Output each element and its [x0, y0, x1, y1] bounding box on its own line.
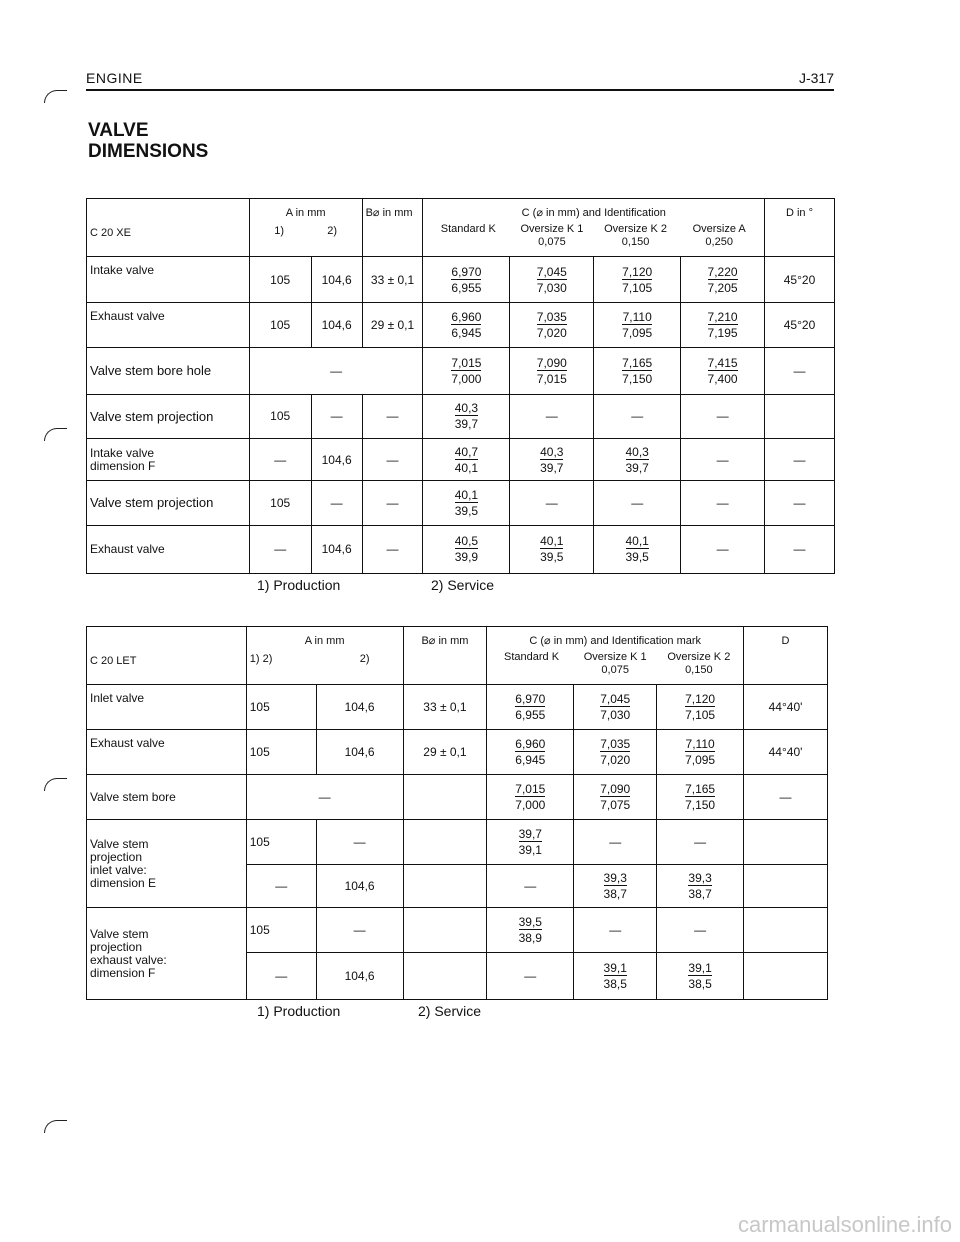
table-row: Valve stem bore hole — 7,015 7,000 7,090 7,015 7,165 7,150 7,415 7,400 —: [87, 348, 835, 394]
row-label: Exhaust valve: [87, 302, 250, 347]
table-row: Intake valve 105 104,6 33 ± 0,1 6,970 6,955 7,045 7,030 7,120 7,105 7,220 7,205 45°20: [87, 257, 835, 302]
footnote-service: 2) Service: [418, 1003, 482, 1019]
col-c-header: C (⌀ in mm) and Identification Standard K Oversize K 1 0,075 Oversize K 2 0,150 Oversize A 0,250: [423, 199, 765, 257]
valve-dimensions-table-c20xe: [86, 198, 835, 574]
punch-mark: [44, 1120, 67, 1133]
table-header-row: [87, 199, 835, 257]
row-label: Valve stem bore hole: [87, 348, 250, 394]
col-a-header: A in mm 1) 2) 2): [246, 627, 403, 685]
table-row: Valve stem projection 105 — — 40,1 39,5 — — — —: [87, 481, 835, 525]
table-row: Exhaust valve 105 104,6 29 ± 0,1 6,960 6,945 7,035 7,020 7,110 7,095 44°40': [87, 730, 828, 775]
row-label: Valve stem bore: [87, 775, 247, 820]
footnote-production: 1) Production: [257, 1003, 341, 1019]
footnote-production: 1) Production: [257, 577, 341, 593]
table-row: Inlet valve 105 104,6 33 ± 0,1 6,970 6,955 7,045 7,030 7,120 7,105 44°40': [87, 685, 828, 730]
page-number: J-317: [798, 70, 834, 86]
row-label-group: Valve stem projection inlet valve: dimension E: [87, 820, 247, 908]
table-row: — 104,6 — 39,3 38,7 39,3 38,7: [87, 865, 828, 908]
engine-code: C 20 LET: [87, 627, 247, 685]
table-row: Valve stem projection inlet valve: dimension E 105 — 39,7 39,1 — —: [87, 820, 828, 865]
table-row: Valve stem projection 105 — — 40,3 39,7 — — —: [87, 394, 835, 438]
footnote-service: 2) Service: [431, 577, 495, 593]
table-row: Exhaust valve — 104,6 — 40,5 39,9 40,1 39,5 40,1 39,5 — —: [87, 525, 835, 573]
row-label: Intake valve dimension F: [87, 438, 250, 480]
row-label: Valve stem projection: [87, 394, 250, 438]
row-label: Valve stem projection: [87, 481, 250, 525]
row-label: Exhaust valve: [87, 730, 247, 775]
section-header: ENGINE: [86, 70, 143, 86]
table-row: — 104,6 — 39,1 38,5 39,1 38,5: [87, 953, 828, 1000]
table-row: Valve stem projection exhaust valve: dimension F 105 — 39,5 38,9 — —: [87, 908, 828, 953]
col-b-header: B⌀ in mm: [403, 627, 487, 685]
col-a-header: A in mm 1) 2): [249, 199, 362, 257]
col-d-header: D in °: [765, 199, 835, 257]
row-label-group: Valve stem projection exhaust valve: dimension F: [87, 908, 247, 1000]
table-row: Intake valve dimension F — 104,6 — 40,7 40,1 40,3 39,7 40,3 39,7 — —: [87, 438, 835, 480]
header-rule: [86, 89, 834, 91]
row-label: Exhaust valve: [87, 525, 250, 573]
table-row: Valve stem bore — 7,015 7,000 7,090 7,075 7,165 7,150 —: [87, 775, 828, 820]
table-header-row: [87, 627, 828, 685]
col-d-header: D: [744, 627, 828, 685]
row-label: Intake valve: [87, 257, 250, 302]
col-b-header: B⌀ in mm: [362, 199, 423, 257]
punch-mark: [44, 428, 67, 441]
watermark: carmanualsonline.info: [737, 1212, 952, 1237]
col-c-header: C (⌀ in mm) and Identification mark Standard K Oversize K 1 0,075 Oversize K 2 0,150: [487, 627, 744, 685]
punch-mark: [44, 90, 67, 103]
engine-code: C 20 XE: [87, 199, 250, 257]
page-title: VALVE DIMENSIONS: [88, 120, 209, 162]
valve-dimensions-table-c20let: [86, 626, 828, 1000]
row-label: Inlet valve: [87, 685, 247, 730]
punch-mark: [44, 778, 67, 791]
table-row: Exhaust valve 105 104,6 29 ± 0,1 6,960 6,945 7,035 7,020 7,110 7,095 7,210 7,195 45°20: [87, 302, 835, 347]
